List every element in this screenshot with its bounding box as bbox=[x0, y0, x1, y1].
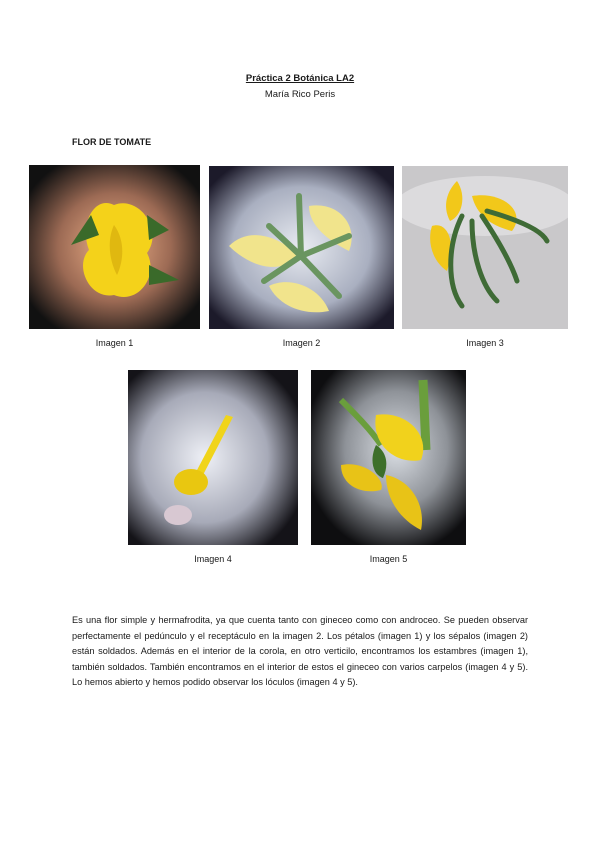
caption-image-3: Imagen 3 bbox=[466, 338, 504, 348]
document-author: María Rico Peris bbox=[264, 89, 336, 100]
flower-photo-3 bbox=[402, 166, 568, 329]
flower-photo-4 bbox=[128, 370, 298, 545]
caption-image-4: Imagen 4 bbox=[194, 554, 232, 564]
caption-image-5: Imagen 5 bbox=[369, 554, 408, 564]
document-title: Práctica 2 Botánica LA2 bbox=[245, 73, 355, 84]
caption-image-2: Imagen 2 bbox=[282, 338, 321, 348]
section-heading: FLOR DE TOMATE bbox=[72, 137, 152, 147]
flower-photo-5 bbox=[311, 370, 466, 545]
caption-image-1: Imagen 1 bbox=[95, 338, 134, 348]
flower-photo-2 bbox=[209, 166, 394, 329]
flower-photo-1 bbox=[29, 165, 200, 329]
body-paragraph: Es una flor simple y hermafrodita, ya que cuenta tanto con gineceo como con androceo. Se pueden observar perfectamente el pedúnculo y el receptáculo en la imagen 2. Los pétalos (imagen 1) y los sépalos (imagen 2) están soldados. Además en el interior de la corola, en otro verticilo, encontramos los estambres (imagen 1), también soldados. También encontramos en el interior de estos el gineceo con varios carpelos (imagen 4 y 5). Lo hemos abierto y hemos podido observar los lóculos (imagen 4 y 5). bbox=[72, 615, 528, 688]
